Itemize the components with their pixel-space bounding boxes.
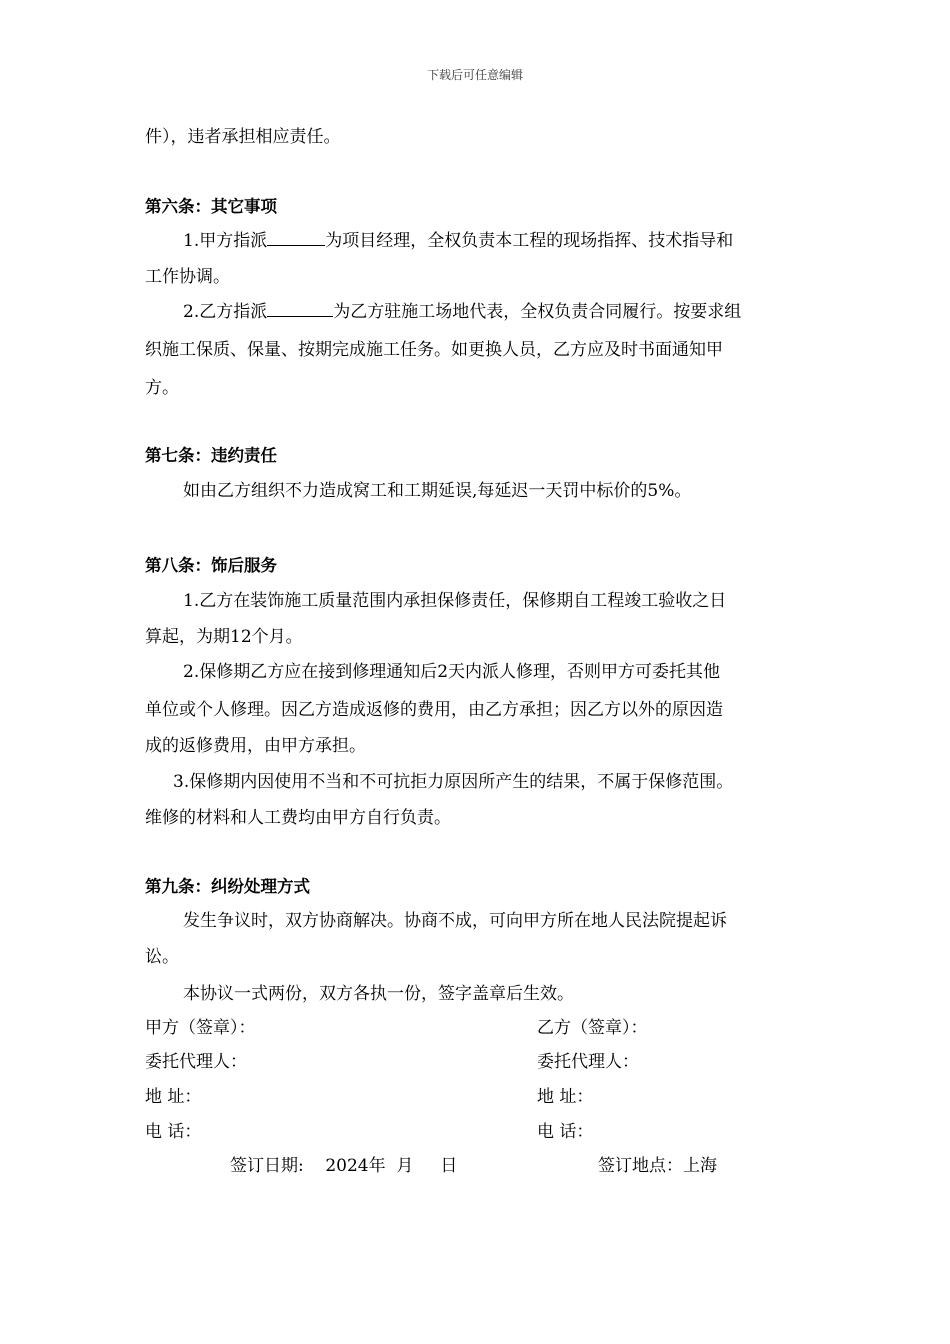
party-a-phone-label: 电 话： [145, 1122, 202, 1142]
party-a-agent-label: 委托代理人： [145, 1052, 247, 1072]
section-6-item-2 [183, 300, 741, 324]
section-8-item-2-cont2: 成的返修费用，由甲方承担。 [145, 736, 366, 756]
blank-line [267, 300, 333, 317]
party-a-address-label: 地 址： [145, 1087, 202, 1107]
section-6-item-1-cont: 工作协调。 [145, 267, 230, 287]
item-text: 1.甲方指派 [183, 231, 268, 251]
party-b-signature-label: 乙方（签章）： [537, 1018, 648, 1038]
signing-place: 签订地点：上海 [598, 1156, 717, 1176]
section-8-item-3-cont: 维修的材料和人工费均由甲方自行负责。 [145, 808, 451, 828]
section-9-paragraph-1: 发生争议时，双方协商解决。协商不成，可向甲方所在地人民法院提起诉 [183, 911, 727, 931]
section-9-paragraph-1-cont: 讼。 [145, 947, 179, 967]
section-9-title: 第九条：纠纷处理方式 [145, 877, 310, 896]
section-9-paragraph-2: 本协议一式两份，双方各执一份，签字盖章后生效。 [183, 984, 574, 1004]
section-6-item-2-cont2: 方。 [145, 378, 179, 398]
section-6-item-2-cont: 织施工保质、保量、按期完成施工任务。如更换人员，乙方应及时书面通知甲 [145, 340, 723, 360]
section-8-item-1: 1.乙方在装饰施工质量范围内承担保修责任，保修期自工程竣工验收之日 [183, 591, 727, 611]
section-8-item-1-cont: 算起，为期12个月。 [145, 627, 303, 647]
item-text: 2.乙方指派 [183, 302, 268, 322]
section-7-paragraph: 如由乙方组织不力造成窝工和工期延误,每延迟一天罚中标价的5%。 [183, 481, 692, 501]
signing-date: 签订日期: 2024年 月 日 [230, 1156, 458, 1176]
section-6-item-1 [183, 229, 733, 253]
section-6-title: 第六条：其它事项 [145, 197, 277, 216]
section-8-item-2: 2.保修期乙方应在接到修理通知后2天内派人修理，否则甲方可委托其他 [183, 662, 721, 682]
party-a-signature-label: 甲方（签章）： [145, 1018, 256, 1038]
section-7-title: 第七条：违约责任 [145, 446, 277, 465]
party-b-address-label: 地 址： [537, 1087, 594, 1107]
section-8-title: 第八条：饰后服务 [145, 556, 277, 575]
continued-paragraph: 件），违者承担相应责任。 [145, 127, 341, 147]
party-b-agent-label: 委托代理人： [537, 1052, 639, 1072]
item-text: 为乙方驻施工场地代表，全权负责合同履行。按要求组 [333, 302, 742, 322]
item-text: 为项目经理，全权负责本工程的现场指挥、技术指导和 [325, 231, 734, 251]
section-8-item-3: 3.保修期内因使用不当和不可抗拒力原因所产生的结果，不属于保修范围。 [173, 772, 734, 792]
page-header: 下载后可任意编辑 [426, 68, 523, 82]
blank-line [267, 229, 325, 246]
party-b-phone-label: 电 话： [537, 1122, 594, 1142]
section-8-item-2-cont: 单位或个人修理。因乙方造成返修的费用，由乙方承担；因乙方以外的原因造 [145, 700, 723, 720]
